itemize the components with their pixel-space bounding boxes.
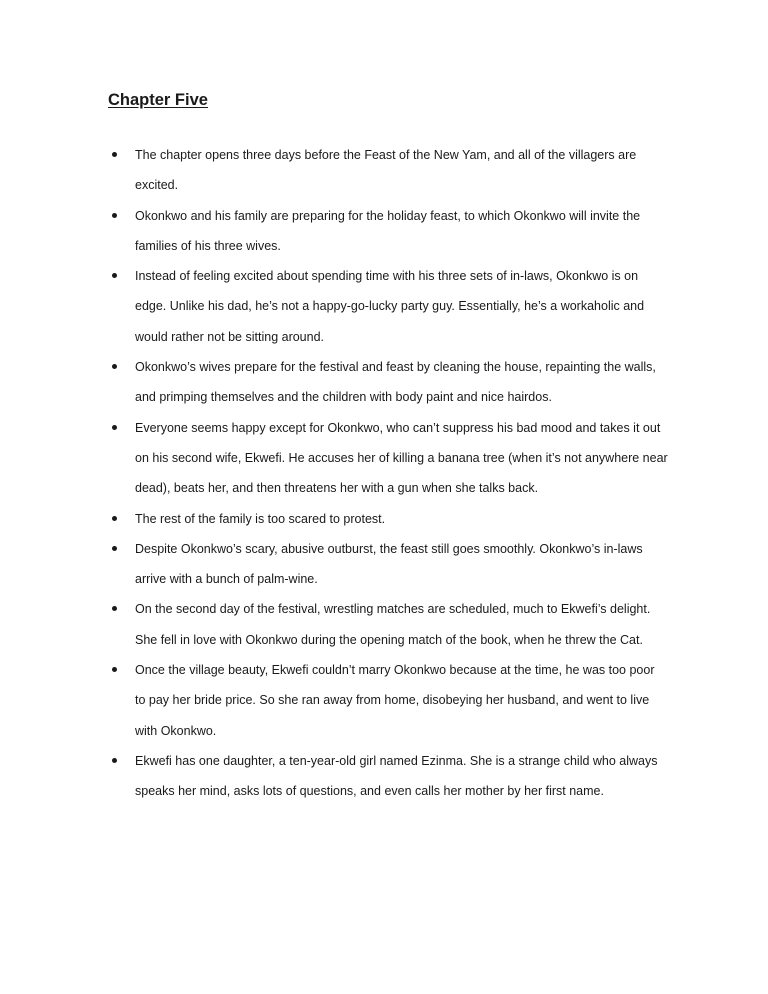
- bullet-item: [108, 594, 668, 655]
- bullet-icon: [112, 213, 117, 218]
- bullet-icon: [112, 667, 117, 672]
- bullet-icon: [112, 606, 117, 611]
- bullet-text: The chapter opens three days before the Feast of the New Yam, and all of the villagers are excited.: [135, 148, 637, 193]
- bullet-item: [108, 504, 668, 534]
- bullet-item: [108, 261, 668, 352]
- bullet-text: Once the village beauty, Ekwefi couldn’t marry Okonkwo because at the time, he was too poor to pay her bride price. So she ran away from home, disobeying her husband, and went to live with Okonkwo.: [135, 663, 655, 738]
- bullet-icon: [112, 273, 117, 278]
- bullet-icon: [112, 425, 117, 430]
- bullet-icon: [112, 758, 117, 763]
- bullet-icon: [112, 546, 117, 551]
- bullet-text: Ekwefi has one daughter, a ten-year-old girl named Ezinma. She is a strange child who always speaks her mind, asks lots of questions, and even calls her mother by her first name.: [135, 753, 658, 799]
- bullet-item: [108, 413, 668, 504]
- bullet-text: Everyone seems happy except for Okonkwo, who can’t suppress his bad mood and takes it out on his second wife, Ekwefi. He accuses her of killing a banana tree (when it’s not anywhere near dead), beats her, and then threatens her with a gun when she talks back.: [135, 420, 668, 496]
- bullet-item: [108, 655, 668, 746]
- bullet-text: Okonkwo’s wives prepare for the festival and feast by cleaning the house, repainting the walls, and primping themselves and the children with body paint and nice hairdos.: [135, 360, 656, 405]
- bullet-text: Instead of feeling excited about spending time with his three sets of in-laws, Okonkwo is on edge. Unlike his dad, he’s not a happy-go-lucky party guy. Essentially, he’s a workaholic and would rather not be sitting around.: [135, 269, 645, 344]
- bullet-list: [108, 140, 668, 807]
- bullet-item: [108, 201, 668, 262]
- bullet-text: On the second day of the festival, wrestling matches are scheduled, much to Ekwefi’s delight. She fell in love with Okonkwo during the opening match of the book, when he threw the Cat.: [135, 602, 651, 647]
- bullet-text: Okonkwo and his family are preparing for the holiday feast, to which Okonkwo will invite the families of his three wives.: [135, 208, 641, 253]
- bullet-item: [108, 352, 668, 413]
- bullet-icon: [112, 516, 117, 521]
- bullet-text: The rest of the family is too scared to protest.: [135, 511, 386, 526]
- bullet-icon: [112, 364, 117, 369]
- bullet-item: [108, 140, 668, 201]
- bullet-icon: [112, 152, 117, 157]
- bullet-item: [108, 746, 668, 807]
- bullet-item: [108, 534, 668, 595]
- bullet-text: Despite Okonkwo’s scary, abusive outburst, the feast still goes smoothly. Okonkwo’s in-laws arrive with a bunch of palm-wine.: [135, 541, 643, 587]
- chapter-title: Chapter Five: [108, 91, 208, 109]
